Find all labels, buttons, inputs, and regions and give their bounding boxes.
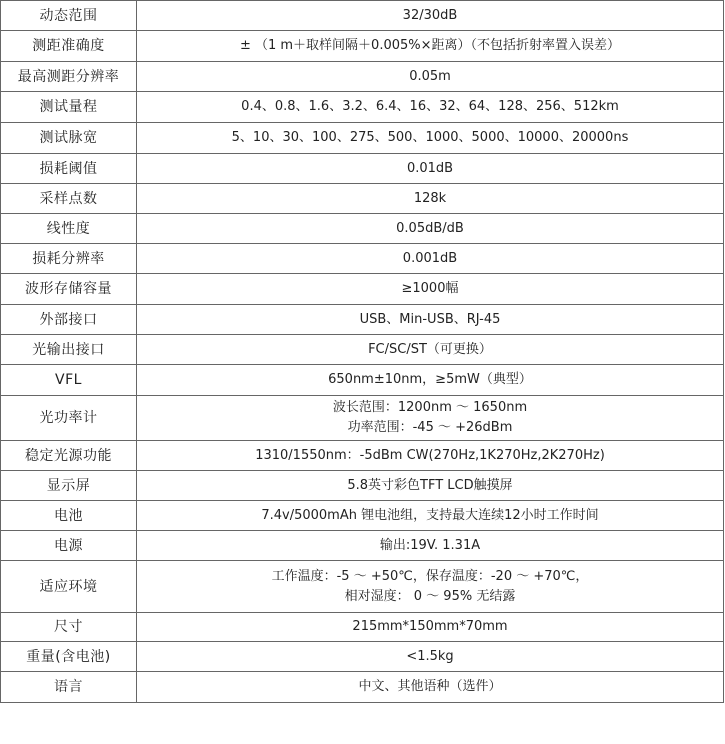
spec-value <box>137 92 724 123</box>
spec-value-line: 输出:19V. 1.31A <box>379 537 481 553</box>
spec-value <box>137 441 724 471</box>
spec-value-line: 1310/1550nm：-5dBm CW(270Hz,1K270Hz,2K270Hz) <box>255 447 605 463</box>
spec-table-body <box>1 1 724 703</box>
spec-value-line: 功率范围：-45 ～ +26dBm <box>347 420 513 435</box>
spec-label: 最高测距分辨率 <box>1 62 137 92</box>
spec-label: VFL <box>1 365 137 396</box>
spec-value-line: 5、10、30、100、275、500、1000、5000、10000、20000ns <box>231 130 629 145</box>
table-row <box>1 62 724 92</box>
spec-label: 适应环境 <box>1 561 137 613</box>
spec-value <box>137 471 724 501</box>
spec-value <box>137 531 724 561</box>
table-row <box>1 396 724 441</box>
table-row <box>1 244 724 274</box>
spec-label: 显示屏 <box>1 471 137 501</box>
table-row <box>1 335 724 365</box>
spec-value <box>137 561 724 613</box>
table-row <box>1 1 724 31</box>
table-row <box>1 471 724 501</box>
spec-value-line: 0.001dB <box>402 250 458 266</box>
spec-value <box>137 396 724 441</box>
spec-value-line: ± （1 m＋取样间隔＋0.005%×距离）（不包括折射率置入误差） <box>239 38 621 53</box>
spec-label: 电源 <box>1 531 137 561</box>
spec-value <box>137 501 724 531</box>
spec-value <box>137 335 724 365</box>
spec-value-line: 波长范围：1200nm ～ 1650nm <box>332 400 528 415</box>
spec-label: 语言 <box>1 672 137 703</box>
table-row <box>1 561 724 613</box>
spec-value <box>137 31 724 62</box>
spec-value-line: 0.05m <box>409 68 451 84</box>
spec-label: 电池 <box>1 501 137 531</box>
spec-value-line: 128k <box>413 190 447 206</box>
spec-label: 损耗阈值 <box>1 154 137 184</box>
spec-value <box>137 214 724 244</box>
spec-value <box>137 1 724 31</box>
spec-label: 测试量程 <box>1 92 137 123</box>
spec-value-line: 650nm±10nm，≥5mW（典型） <box>328 372 532 387</box>
table-row <box>1 92 724 123</box>
spec-value-line: 相对湿度： 0 ～ 95% 无结露 <box>344 588 516 604</box>
spec-value-line: 0.4、0.8、1.6、3.2、6.4、16、32、64、128、256、512km <box>241 99 619 114</box>
spec-label: 动态范围 <box>1 1 137 31</box>
spec-value <box>137 62 724 92</box>
spec-label: 测距准确度 <box>1 31 137 62</box>
table-row <box>1 642 724 672</box>
table-row <box>1 123 724 154</box>
spec-value-line: 0.05dB/dB <box>396 220 464 236</box>
spec-value <box>137 154 724 184</box>
spec-label: 尺寸 <box>1 613 137 642</box>
spec-value <box>137 672 724 703</box>
spec-label: 外部接口 <box>1 305 137 335</box>
spec-value <box>137 123 724 154</box>
spec-value-line: USB、Min-USB、RJ-45 <box>359 311 501 327</box>
table-row <box>1 184 724 214</box>
spec-value-line: 7.4v/5000mAh 锂电池组，支持最大连续12小时工作时间 <box>261 507 599 523</box>
table-row <box>1 613 724 642</box>
spec-value-line: 5.8英寸彩色TFT LCD触摸屏 <box>347 477 513 493</box>
table-row <box>1 274 724 305</box>
spec-value <box>137 305 724 335</box>
spec-label: 损耗分辨率 <box>1 244 137 274</box>
spec-value-line: ≥1000幅 <box>401 281 459 296</box>
spec-value-line: 32/30dB <box>402 7 458 23</box>
table-row <box>1 305 724 335</box>
table-row <box>1 365 724 396</box>
spec-label: 采样点数 <box>1 184 137 214</box>
spec-label: 重量(含电池) <box>1 642 137 672</box>
table-row <box>1 531 724 561</box>
spec-label: 测试脉宽 <box>1 123 137 154</box>
spec-label: 稳定光源功能 <box>1 441 137 471</box>
table-row <box>1 672 724 703</box>
spec-value <box>137 642 724 672</box>
spec-label: 线性度 <box>1 214 137 244</box>
spec-label: 光输出接口 <box>1 335 137 365</box>
table-row <box>1 501 724 531</box>
spec-value <box>137 244 724 274</box>
spec-value <box>137 184 724 214</box>
spec-value-line: 0.01dB <box>406 160 454 176</box>
spec-value-line: 中文、其他语种（选件） <box>358 679 502 694</box>
table-row <box>1 154 724 184</box>
spec-value <box>137 274 724 305</box>
spec-value <box>137 365 724 396</box>
table-row <box>1 214 724 244</box>
spec-value-line: FC/SC/ST（可更换） <box>368 341 492 357</box>
spec-label: 光功率计 <box>1 396 137 441</box>
table-row <box>1 31 724 62</box>
spec-value-line: <1.5kg <box>406 648 454 664</box>
spec-value <box>137 613 724 642</box>
spec-label: 波形存储容量 <box>1 274 137 305</box>
spec-value-line: 工作温度：-5 ～ +50℃，保存温度：-20 ～ +70℃， <box>271 568 589 584</box>
spec-value-line: 215mm*150mm*70mm <box>352 619 508 634</box>
table-row <box>1 441 724 471</box>
